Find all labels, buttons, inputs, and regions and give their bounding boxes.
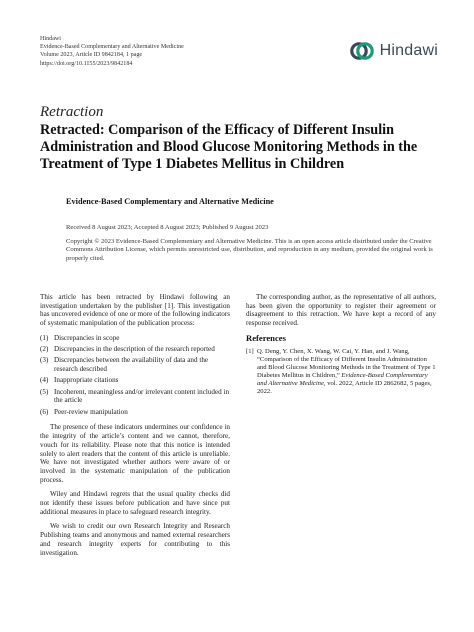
list-item-number: (3): [40, 356, 49, 365]
publisher-name: Hindawi: [40, 36, 61, 42]
list-item: [40, 345, 230, 354]
copyright-notice: Copyright © 2023 Evidence-Based Complementary and Alternative Medicine. This is an open access article distributed under the Creative Commons Attribution License, which permits unrestricted use, distribution, and reproduction in any medium, provided the original work is properly cited.: [66, 238, 433, 262]
list-item-number: (6): [40, 407, 49, 416]
list-item: [40, 334, 230, 343]
reference-item: [246, 348, 436, 397]
intro-paragraph: This article has been retracted by Hindawi following an investigation undertaken by the publisher [1]. This investigation has uncovered evidence of one or more of the following indicators of systematic manipulation of the publication process:: [40, 293, 230, 328]
article-journal: Evidence-Based Complementary and Alternative Medicine: [66, 197, 274, 206]
reference-number: [1]: [246, 347, 254, 355]
list-item-text: Discrepancies in scope: [54, 333, 120, 342]
list-item-text: Discrepancies between the availability of data and the research described: [54, 356, 209, 374]
regret-paragraph: Wiley and Hindawi regrets that the usual quality checks did not identify these issues before publication and have since put additional measures in place to safeguard research integrity.: [40, 490, 230, 516]
references-heading: References: [246, 332, 286, 343]
hindawi-logo-icon: [349, 38, 375, 64]
list-item-text: Peer-review manipulation: [54, 407, 128, 416]
list-item: [40, 388, 230, 405]
article-title: Retracted: Comparison of the Efficacy of Different Insulin Administration and Blood Glucose Monitoring Methods in the Treatment of Type 1 Diabetes Mellitus in Children: [40, 122, 418, 173]
left-column: [40, 293, 230, 563]
volume-info: Volume 2023, Article ID 9842184, 1 page: [40, 52, 143, 59]
reference-journal: Evidence-Based Complementary and Alternative Medicine: [257, 371, 428, 387]
journal-name: Evidence-Based Complementary and Alternative Medicine: [40, 44, 184, 51]
list-item: [40, 356, 230, 373]
list-item-number: (1): [40, 333, 49, 342]
list-item-number: (2): [40, 345, 49, 354]
indicator-list: [40, 334, 230, 417]
list-item-number: (5): [40, 387, 49, 396]
publication-dates: Received 8 August 2023; Accepted 8 August 2023; Published 9 August 2023: [66, 224, 269, 231]
logo-wordmark: Hindawi: [379, 42, 438, 59]
author-response-paragraph: The corresponding author, as the representative of all authors, has been given the opportunity to register their agreement or disagreement to this retraction. We have kept a record of any response received.: [246, 293, 436, 328]
reference-text: [257, 348, 436, 397]
reference-authors-title: Q. Deng, Y. Chen, X. Wang, W. Cai, Y. Han, and J. Wang, “Comparison of the Efficacy of Different Insulin Administration and Blood Glucose Monitoring Methods in the Treatment of Type 1 Diabetes Mellitus in Children,”: [257, 347, 436, 379]
list-item-number: (4): [40, 376, 49, 385]
hindawi-logo: [349, 38, 438, 64]
credit-paragraph: We wish to credit our own Research Integrity and Research Publishing teams and anonymous and named external researchers and research integrity experts for contributing to this investigation.: [40, 522, 230, 557]
journal-masthead: [40, 35, 184, 68]
list-item-text: Incoherent, meaningless and/or irrelevant content included in the article: [54, 387, 230, 405]
article-type: Retraction: [40, 104, 104, 120]
doi-link[interactable]: https://doi.org/10.1155/2023/9842184: [40, 60, 133, 67]
list-item: [40, 376, 230, 385]
list-item: [40, 408, 230, 417]
right-column: [246, 293, 436, 396]
list-item-text: Discrepancies in the description of the research reported: [54, 345, 215, 354]
reference-details: , vol. 2022, Article ID 2862682, 5 pages, 2022.: [257, 379, 432, 395]
integrity-paragraph: The presence of these indicators undermines our confidence in the integrity of the article’s content and we cannot, therefore, vouch for its reliability. Please note that this notice is intended solely to alert readers that the content of this article is unreliable. We have not investigated whether authors were aware of or involved in the systematic manipulation of the publication process.: [40, 423, 230, 484]
list-item-text: Inappropriate citations: [54, 376, 119, 385]
